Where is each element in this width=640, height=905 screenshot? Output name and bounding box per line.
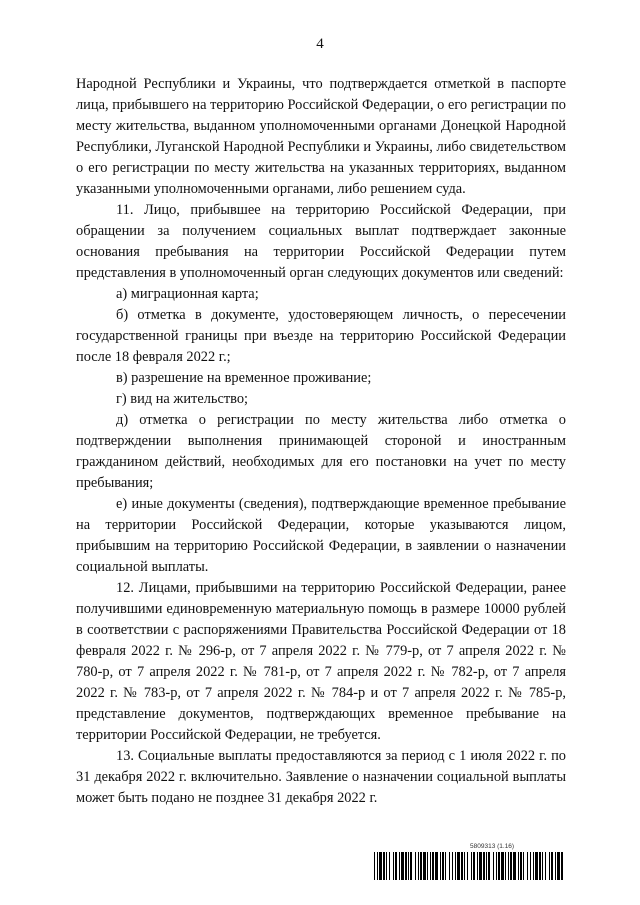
document-code: 5809313 (1.16) bbox=[470, 843, 515, 850]
barcode bbox=[374, 852, 564, 880]
list-item-v: в) разрешение на временное проживание; bbox=[116, 370, 372, 386]
list-item-d: д) отметка о регистрации по месту жительства либо отметка о подтверждении выполнения принимающей стороной и иностранным гражданином действий, необходимых для его постановки на учет по месту пребывания; bbox=[76, 412, 566, 491]
list-item-b: б) отметка в документе, удостоверяющем личность, о пересечении государственной границы при въезде на территорию Российской Федерации после 18 февраля 2022 г.; bbox=[76, 307, 566, 365]
paragraph-11: 11. Лицо, прибывшее на территорию Российской Федерации, при обращении за получением социальных выплат подтверждает законные основания пребывания на территории Российской Федерации путем представления в уполномоченный орган следующих документов или сведений: bbox=[76, 202, 566, 281]
list-item-g: г) вид на жительство; bbox=[116, 391, 249, 407]
page-number: 4 bbox=[316, 36, 324, 52]
paragraph-12: 12. Лицами, прибывшими на территорию Российской Федерации, ранее получившими единовременную материальную помощь в размере 10000 рублей в соответствии с распоряжениями Правительства Российской Федерации от 18 февраля 2022 г. № 296-р, от 7 апреля 2022 г. № 779-р, от 7 апреля 2022 г. № 780-р, от 7 апреля 2022 г. № 781-р, от 7 апреля 2022 г. № 782-р, от 7 апреля 2022 г. № 783-р, от 7 апреля 2022 г. № 784-р и от 7 апреля 2022 г. № 785-р, представление документов, подтверждающих временное пребывание на территории Российской Федерации, не требуется. bbox=[76, 580, 566, 743]
document-body bbox=[76, 74, 566, 809]
list-item-e: е) иные документы (сведения), подтверждающие временное пребывание на территории Российской Федерации, которые указываются лицом, прибывшим на территорию Российской Федерации, в заявлении о назначении социальной выплаты. bbox=[76, 496, 566, 575]
paragraph-continuation: Народной Республики и Украины, что подтверждается отметкой в паспорте лица, прибывшего на территорию Российской Федерации, о его регистрации по месту жительства, выданном уполномоченными органами Донецкой Народной Республики, Луганской Народной Республики и Украины, либо свидетельством о его регистрации по месту жительства на указанных территориях, выданном указанными уполномоченными органами, либо решением суда. bbox=[76, 76, 566, 197]
list-item-a: а) миграционная карта; bbox=[116, 286, 259, 302]
paragraph-13: 13. Социальные выплаты предоставляются за период с 1 июля 2022 г. по 31 декабря 2022 г. включительно. Заявление о назначении социальной выплаты может быть подано не позднее 31 декабря 2022 г. bbox=[76, 748, 566, 806]
